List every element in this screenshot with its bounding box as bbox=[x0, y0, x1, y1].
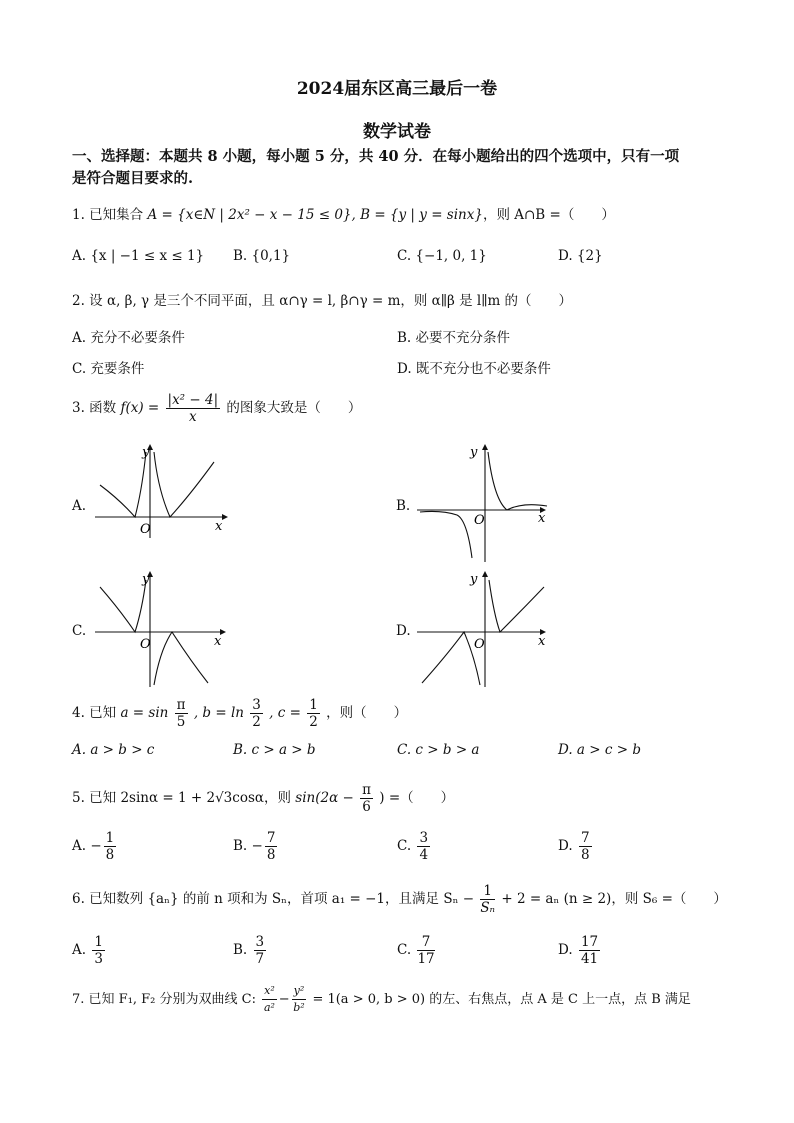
q5-fraction bbox=[360, 782, 373, 815]
axis-x-label: x bbox=[215, 519, 223, 534]
q5-num: π bbox=[362, 782, 371, 798]
option-fraction bbox=[92, 934, 105, 967]
q2-option-a[interactable]: A. 充分不必要条件 bbox=[72, 330, 185, 346]
option-label: A. bbox=[72, 838, 87, 854]
question-7-stem bbox=[72, 983, 691, 1016]
q3-option-a-label[interactable]: A. bbox=[72, 498, 87, 514]
q4-option-b[interactable]: B. c > a > b bbox=[233, 742, 316, 758]
curve-left bbox=[420, 511, 472, 558]
q4-c-expr: , c = bbox=[269, 705, 301, 721]
curve-left bbox=[100, 452, 146, 517]
origin-label: O bbox=[474, 513, 485, 528]
question-1-stem bbox=[72, 203, 615, 223]
q7-fraction-1 bbox=[262, 983, 277, 1016]
q4-c-num: 1 bbox=[309, 697, 318, 713]
q5-option-c[interactable] bbox=[397, 830, 432, 863]
question-6-stem bbox=[72, 883, 727, 916]
option-den: 4 bbox=[419, 847, 429, 863]
q6-option-a[interactable] bbox=[72, 934, 107, 967]
q4-prefix: 4. 已知 bbox=[72, 705, 117, 721]
q3-option-b-label[interactable]: B. bbox=[396, 498, 411, 514]
q7-f1-num: x² bbox=[262, 983, 277, 1000]
q6-suffix: + 2 = aₙ (n ≥ 2)，则 S₆ =（ ） bbox=[501, 891, 727, 907]
q6-num: 1 bbox=[480, 883, 495, 900]
exam-title: 2024届东区高三最后一卷 bbox=[296, 79, 498, 99]
q4-suffix: ，则（ ） bbox=[326, 705, 408, 721]
option-fraction bbox=[417, 934, 434, 967]
q1-set-a: A = {x∈N | 2x² − x − 15 ≤ 0} bbox=[147, 207, 352, 223]
option-den: 7 bbox=[255, 951, 265, 967]
q4-a-fraction bbox=[175, 697, 188, 730]
q2-option-c[interactable]: C. 充要条件 bbox=[72, 361, 145, 377]
axis-x-label: x bbox=[538, 511, 546, 526]
q6-option-d[interactable] bbox=[558, 934, 602, 967]
axis-y-label: y bbox=[470, 445, 478, 460]
q6-prefix: 6. 已知数列 {aₙ} 的前 n 项和为 Sₙ，首项 a₁ = −1，且满足 Sₙ − bbox=[72, 891, 475, 907]
q3-numerator: |x² − 4| bbox=[167, 392, 219, 408]
q3-graph-a[interactable] bbox=[90, 440, 240, 540]
q4-option-d[interactable]: D. a > c > b bbox=[558, 742, 641, 758]
option-label: B. bbox=[233, 942, 248, 958]
q6-option-c[interactable] bbox=[397, 934, 437, 967]
q1-option-a[interactable]: A. {x | −1 ≤ x ≤ 1} bbox=[72, 248, 205, 264]
curve-right bbox=[489, 580, 544, 632]
q6-option-b[interactable] bbox=[233, 934, 268, 967]
option-label: D. bbox=[558, 942, 573, 958]
q1-suffix: ，则 A∩B =（ ） bbox=[482, 207, 615, 223]
section-heading-line1: 一、选择题：本题共 8 小题，每小题 5 分，共 40 分．在每小题给出的四个选项中，只有一项 bbox=[72, 148, 680, 165]
option-num: 7 bbox=[266, 830, 276, 846]
option-num: 7 bbox=[417, 934, 434, 951]
option-fraction bbox=[579, 830, 592, 863]
q4-a-expr: a = sin bbox=[120, 705, 169, 721]
q7-fraction-2 bbox=[292, 983, 307, 1016]
q3-suffix: 的图象大致是（ ） bbox=[226, 400, 362, 416]
origin-label: O bbox=[140, 522, 151, 537]
q7-suffix: = 1(a > 0, b > 0) 的左、右焦点，点 A 是 C 上一点，点 B 满足 bbox=[312, 992, 691, 1007]
question-2-stem: 2. 设 α, β, γ 是三个不同平面，且 α∩γ = l, β∩γ = m，则 α∥β 是 l∥m 的（ ） bbox=[72, 293, 573, 309]
axis-x-label: x bbox=[538, 634, 546, 649]
question-3-stem bbox=[72, 392, 361, 425]
q3-graph-d[interactable] bbox=[412, 565, 562, 690]
exam-subtitle: 数学试卷 bbox=[363, 122, 431, 142]
option-label: C. bbox=[397, 942, 412, 958]
curve-left bbox=[422, 632, 480, 685]
q4-a-den: 5 bbox=[176, 714, 186, 730]
question-5-stem bbox=[72, 782, 454, 815]
option-fraction bbox=[265, 830, 278, 863]
axis-y-label: y bbox=[142, 445, 150, 460]
q3-graph-c[interactable] bbox=[90, 565, 240, 690]
q5-expr-post: ) =（ ） bbox=[379, 790, 455, 806]
option-num: 7 bbox=[580, 830, 590, 846]
q7-minus: − bbox=[278, 992, 290, 1007]
option-sign: − bbox=[90, 838, 102, 854]
q4-option-c[interactable]: C. c > b > a bbox=[397, 742, 480, 758]
q4-c-den: 2 bbox=[309, 714, 318, 730]
q5-option-a[interactable] bbox=[72, 830, 118, 863]
question-4-stem bbox=[72, 697, 407, 730]
axis-y-label: y bbox=[142, 572, 150, 587]
curve-right bbox=[488, 452, 547, 510]
option-sign: − bbox=[251, 838, 263, 854]
option-den: 8 bbox=[105, 847, 115, 863]
option-fraction bbox=[104, 830, 117, 863]
axis-x-label: x bbox=[214, 634, 222, 649]
option-fraction bbox=[417, 830, 430, 863]
axis-y-label: y bbox=[470, 572, 478, 587]
q1-option-d[interactable]: D. {2} bbox=[558, 248, 603, 264]
q7-f2-den: b² bbox=[293, 1001, 305, 1014]
option-num: 3 bbox=[419, 830, 429, 846]
origin-label: O bbox=[474, 637, 485, 652]
curve-right bbox=[154, 452, 214, 517]
q7-prefix: 7. 已知 F₁, F₂ 分别为双曲线 C: bbox=[72, 992, 256, 1007]
q7-f1-den: a² bbox=[263, 1001, 275, 1014]
option-num: 17 bbox=[580, 934, 599, 950]
q5-option-d[interactable] bbox=[558, 830, 594, 863]
q1-option-b[interactable]: B. {0,1} bbox=[233, 248, 291, 264]
q3-denominator: x bbox=[189, 409, 197, 425]
option-den: 41 bbox=[580, 951, 599, 967]
q6-fraction bbox=[480, 883, 495, 916]
option-num: 3 bbox=[255, 934, 265, 950]
q1-set-b: , B = {y | y = sinx} bbox=[351, 207, 483, 223]
q5-prefix: 5. 已知 2sinα = 1 + 2√3cosα，则 bbox=[72, 790, 291, 806]
section-heading-line2: 是符合题目要求的. bbox=[72, 170, 194, 187]
option-label: B. bbox=[233, 838, 248, 854]
q3-fraction bbox=[166, 392, 221, 425]
q5-option-b[interactable] bbox=[233, 830, 279, 863]
option-den: 17 bbox=[417, 951, 435, 967]
curve-right bbox=[154, 632, 208, 685]
option-den: 8 bbox=[266, 847, 276, 863]
q3-func-lhs: f(x) = bbox=[120, 400, 160, 416]
option-label: A. bbox=[72, 942, 87, 958]
q4-b-expr: , b = ln bbox=[193, 705, 244, 721]
q4-a-num: π bbox=[176, 697, 186, 713]
q1-option-c[interactable]: C. {−1, 0, 1} bbox=[397, 248, 487, 264]
option-fraction bbox=[579, 934, 600, 967]
q4-b-num: 3 bbox=[252, 697, 261, 713]
q3-option-c-label[interactable]: C. bbox=[72, 623, 87, 639]
curve-left bbox=[100, 580, 146, 632]
q2-option-b[interactable]: B. 必要不充分条件 bbox=[397, 330, 511, 346]
q4-b-den: 2 bbox=[252, 714, 261, 730]
q5-expr-pre: sin(2α − bbox=[295, 790, 354, 806]
origin-label: O bbox=[140, 637, 151, 652]
option-label: D. bbox=[558, 838, 573, 854]
q4-option-a[interactable]: A. a > b > c bbox=[72, 742, 155, 758]
option-fraction bbox=[254, 934, 267, 967]
q7-f2-num: y² bbox=[292, 983, 307, 1000]
option-num: 1 bbox=[105, 830, 115, 846]
option-den: 3 bbox=[94, 951, 103, 967]
q3-graph-b[interactable] bbox=[412, 440, 562, 565]
option-den: 8 bbox=[580, 847, 590, 863]
q4-b-fraction bbox=[250, 697, 263, 730]
q3-prefix: 3. 函数 bbox=[72, 400, 117, 416]
q2-option-d[interactable]: D. 既不充分也不必要条件 bbox=[397, 361, 551, 377]
section-heading bbox=[72, 146, 732, 190]
q1-prefix: 1. 已知集合 bbox=[72, 207, 144, 223]
option-num: 1 bbox=[94, 934, 103, 950]
q4-c-fraction bbox=[307, 697, 320, 730]
q6-den: Sₙ bbox=[480, 900, 496, 916]
q3-option-d-label[interactable]: D. bbox=[396, 623, 411, 639]
option-label: C. bbox=[397, 838, 412, 854]
q5-den: 6 bbox=[362, 799, 371, 815]
